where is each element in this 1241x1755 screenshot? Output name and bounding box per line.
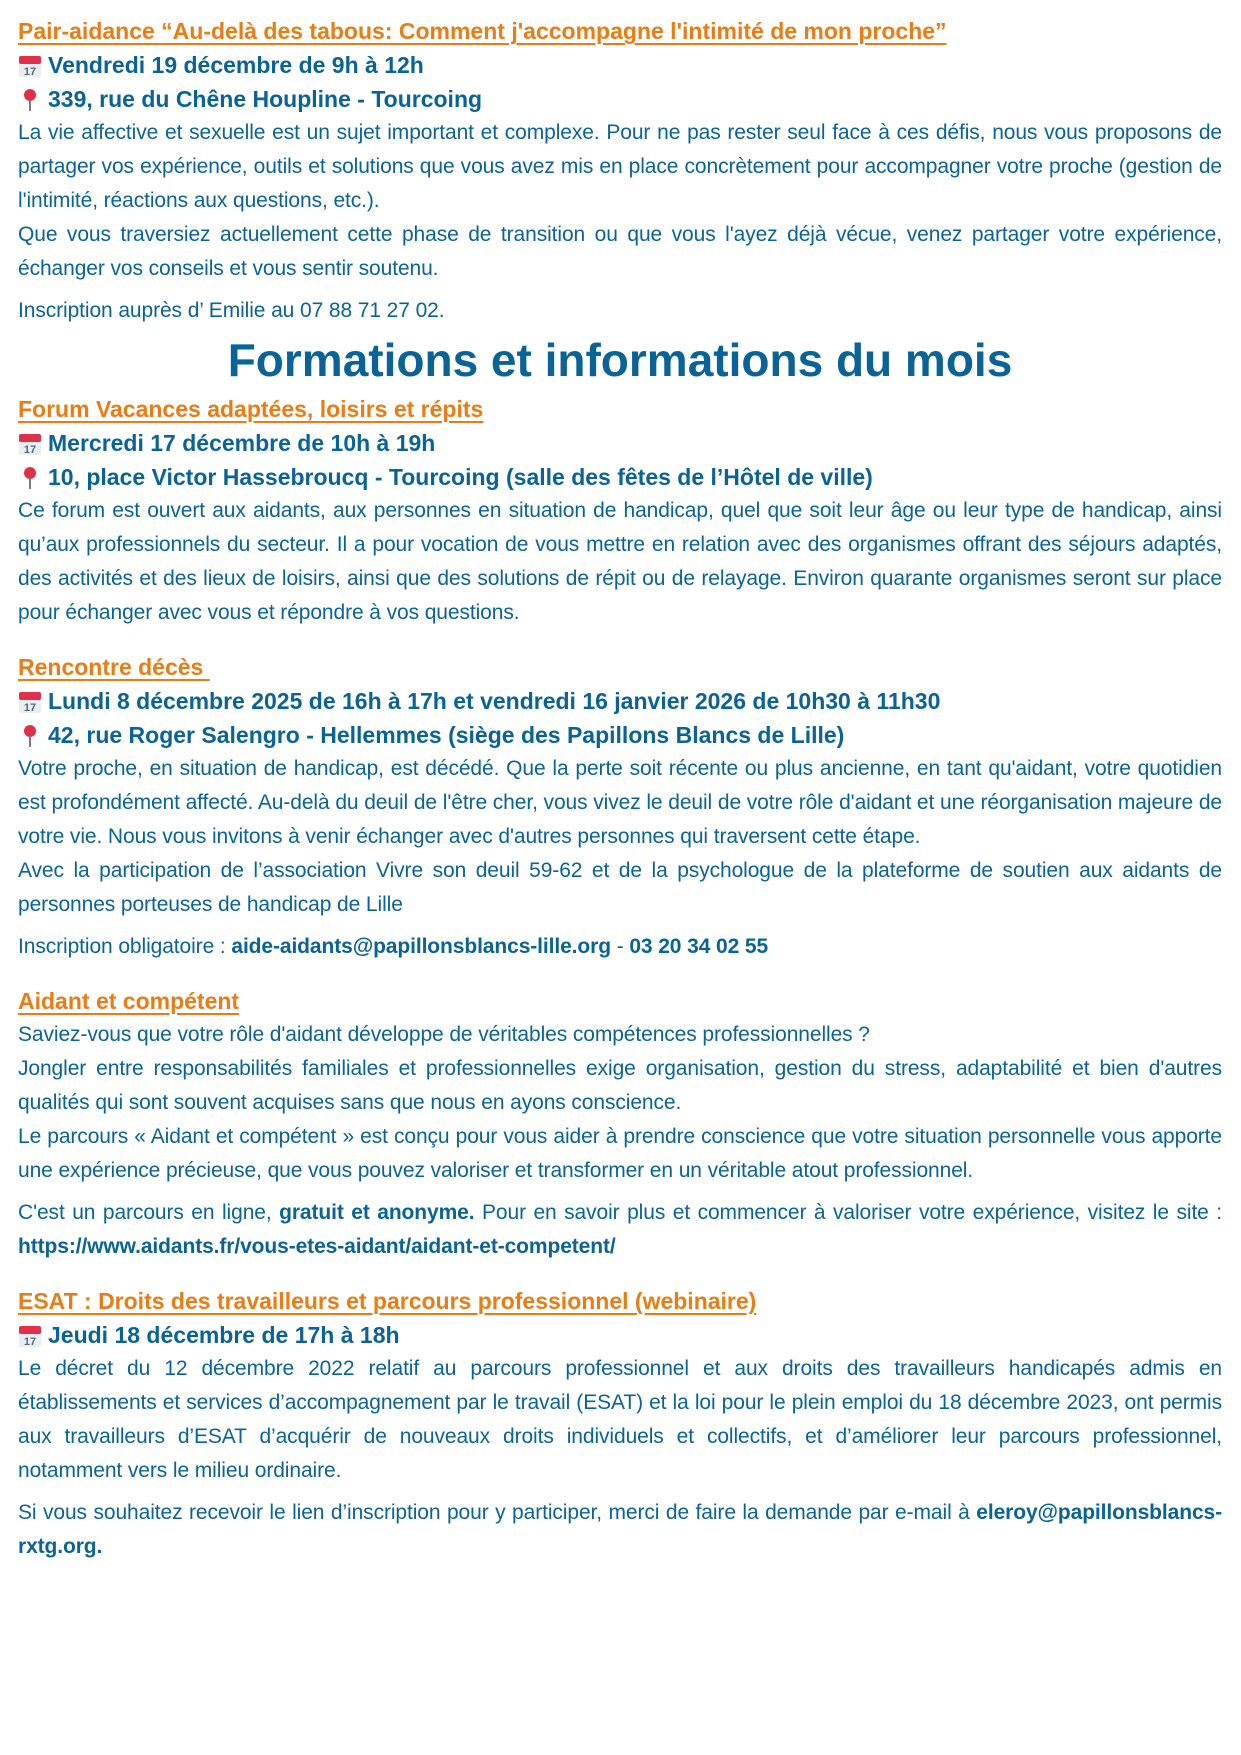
paragraph (18, 1496, 1222, 1564)
newsletter-page (18, 0, 1222, 1564)
section-title-aidant: Aidant et compétent (18, 988, 240, 1014)
website-link[interactable]: https://www.aidants.fr/vous-etes-aidant/aidant-et-competent/ (18, 1235, 616, 1258)
calendar-icon (18, 1323, 42, 1347)
calendar-icon (18, 431, 42, 455)
event-date-text: Mercredi 17 décembre de 10h à 19h (48, 430, 436, 456)
event-location (18, 460, 1222, 494)
inscription-text: Inscription auprès d’ Emilie au 07 88 71 27 02. (18, 299, 445, 322)
event-date (18, 684, 1222, 718)
event-date-text: Lundi 8 décembre 2025 de 16h à 17h et vendredi 16 janvier 2026 de 10h30 à 11h30 (48, 688, 941, 714)
svg-text:17: 17 (23, 444, 37, 456)
calendar-icon (18, 53, 42, 77)
paragraph (18, 1196, 1222, 1264)
section-title-pair-aidance: Pair-aidance “Au-delà des tabous: Comment j'accompagne l'intimité de mon proche” (18, 18, 947, 44)
section-title-rencontre: Rencontre décès (18, 654, 210, 680)
event-date (18, 426, 1222, 460)
svg-text:17: 17 (23, 1336, 37, 1348)
event-location-text: 10, place Victor Hassebroucq - Tourcoing (salle des fêtes de l’Hôtel de ville) (48, 464, 873, 490)
text-fragment: Pour en savoir plus et commencer à valoriser votre expérience, visitez le site : (474, 1201, 1223, 1224)
event-date (18, 48, 1222, 82)
event-location-text: 339, rue du Chêne Houpline - Tourcoing (48, 86, 483, 112)
location-pin-icon (18, 87, 42, 111)
paragraph: Le parcours « Aidant et compétent » est conçu pour vous aider à prendre conscience que votre situation personnelle vous apporte une expérience précieuse, que vous pouvez valoriser et transformer en un véritable atout professionnel. (18, 1125, 1222, 1182)
inscription-line (18, 930, 1222, 964)
inscription-label: Inscription obligatoire : (18, 935, 232, 958)
paragraph: Le décret du 12 décembre 2022 relatif au parcours professionnel et aux droits des travailleurs handicapés admis en établissements et services d’accompagnement par le travail (ESAT) et la loi pour le plein emploi du 18 décembre 2023, ont permis aux travailleurs d’ESAT d’acquérir de nouveaux droits individuels et collectifs, et d’améliorer leur parcours professionnel, notamment vers le milieu ordinaire. (18, 1357, 1222, 1482)
text-fragment: C'est un parcours en ligne, (18, 1201, 280, 1224)
event-location-text: 42, rue Roger Salengro - Hellemmes (siège des Papillons Blancs de Lille) (48, 722, 845, 748)
event-date (18, 1318, 1222, 1352)
svg-text:17: 17 (23, 702, 37, 714)
page-title: Formations et informations du mois (227, 334, 1013, 386)
text-fragment: Si vous souhaitez recevoir le lien d’inscription pour y participer, merci de faire la demande par e-mail à (18, 1501, 977, 1524)
location-pin-icon (18, 723, 42, 747)
event-date-text: Jeudi 18 décembre de 17h à 18h (48, 1322, 400, 1348)
location-pin-icon (18, 465, 42, 489)
event-location (18, 718, 1222, 752)
bold-text: gratuit et anonyme. (279, 1201, 475, 1224)
contact-email-link[interactable]: eleroy@papillonsblancs-rxtg.org. (18, 1501, 1222, 1558)
paragraph: Avec la participation de l’association Vivre son deuil 59-62 et de la psychologue de la plateforme de soutien aux aidants de personnes porteuses de handicap de Lille (18, 859, 1222, 916)
contact-phone[interactable]: 03 20 34 02 55 (629, 935, 769, 958)
separator: - (610, 935, 630, 958)
calendar-icon (18, 689, 42, 713)
event-location (18, 82, 1222, 116)
paragraph: Votre proche, en situation de handicap, est décédé. Que la perte soit récente ou plus ancienne, en tant qu'aidant, votre quotidien est profondément affecté. Au-delà du deuil de l'être cher, vous vivez le deuil de votre rôle d'aidant et une réorganisation majeure de votre vie. Nous vous invitons à venir échanger avec d'autres personnes qui traversent cette étape. (18, 757, 1222, 848)
svg-text:17: 17 (23, 66, 37, 78)
event-date-text: Vendredi 19 décembre de 9h à 12h (48, 52, 424, 78)
paragraph: La vie affective et sexuelle est un sujet important et complexe. Pour ne pas rester seul face à ces défis, nous vous proposons de partager vos expérience, outils et solutions que vous avez mis en place concrètement pour accompagner votre proche (gestion de l'intimité, réactions aux questions, etc.). (18, 121, 1222, 212)
paragraph: Ce forum est ouvert aux aidants, aux personnes en situation de handicap, quel que soit leur âge ou leur type de handicap, ainsi qu’aux professionnels du secteur. Il a pour vocation de vous mettre en relation avec des organismes offrant des séjours adaptés, des activités et des lieux de loisirs, ainsi que des solutions de répit ou de relayage. Environ quarante organismes seront sur place pour échanger avec vous et répondre à vos questions. (18, 499, 1222, 624)
paragraph: Que vous traversiez actuellement cette phase de transition ou que vous l'ayez déjà vécue, venez partager votre expérience, échanger vos conseils et vous sentir soutenu. (18, 223, 1222, 280)
section-title-esat: ESAT : Droits des travailleurs et parcours professionnel (webinaire) (18, 1288, 757, 1314)
section-title-forum: Forum Vacances adaptées, loisirs et répits (18, 396, 484, 422)
contact-email-link[interactable]: aide-aidants@papillonsblancs-lille.org (231, 935, 611, 958)
paragraph: Jongler entre responsabilités familiales et professionnelles exige organisation, gestion du stress, adaptabilité et bien d'autres qualités qui sont souvent acquises sans que nous en ayons conscience. (18, 1057, 1222, 1114)
paragraph: Saviez-vous que votre rôle d'aidant développe de véritables compétences professionnelles ? (18, 1023, 870, 1046)
